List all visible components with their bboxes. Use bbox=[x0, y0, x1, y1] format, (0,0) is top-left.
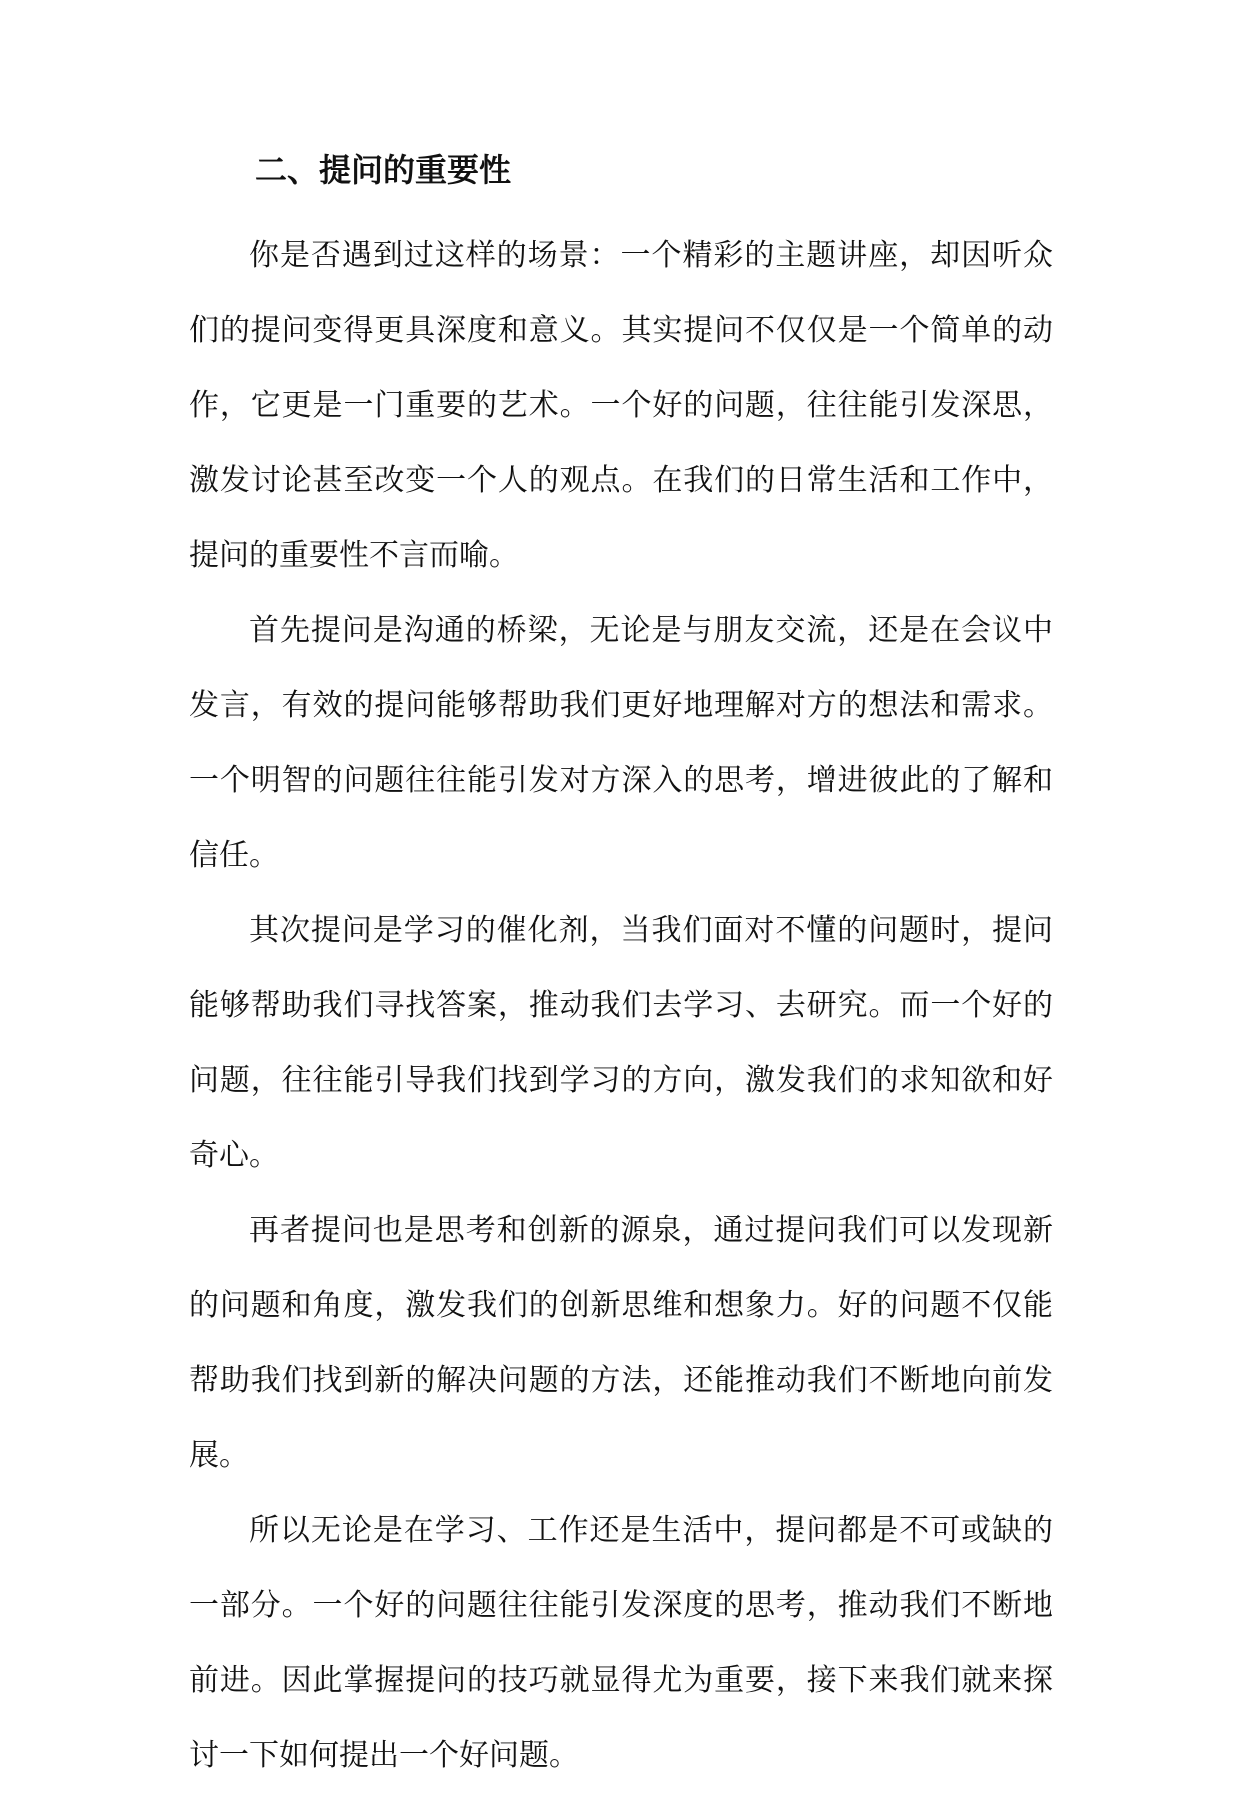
paragraph-communication: 首先提问是沟通的桥梁，无论是与朋友交流，还是在会议中发言，有效的提问能够帮助我们更好地理解对方的想法和需求。一个明智的问题往往能引发对方深入的思考，增进彼此的了解和信任。 bbox=[189, 613, 1053, 873]
section-title: 二、提问的重要性 bbox=[255, 151, 512, 189]
page-content bbox=[189, 140, 1053, 1793]
paragraph-conclusion: 所以无论是在学习、工作还是生活中，提问都是不可或缺的一部分。一个好的问题往往能引发深度的思考，推动我们不断地前进。因此掌握提问的技巧就显得尤为重要，接下来我们就来探讨一下如何提出一个好问题。 bbox=[189, 1513, 1053, 1773]
paragraph-intro: 你是否遇到过这样的场景：一个精彩的主题讲座，却因听众们的提问变得更具深度和意义。其实提问不仅仅是一个简单的动作，它更是一门重要的艺术。一个好的问题，往往能引发深思，激发讨论甚至改变一个人的观点。在我们的日常生活和工作中，提问的重要性不言而喻。 bbox=[189, 238, 1053, 573]
paragraph-innovation: 再者提问也是思考和创新的源泉，通过提问我们可以发现新的问题和角度，激发我们的创新思维和想象力。好的问题不仅能帮助我们找到新的解决问题的方法，还能推动我们不断地向前发展。 bbox=[189, 1213, 1053, 1473]
paragraph-learning: 其次提问是学习的催化剂，当我们面对不懂的问题时，提问能够帮助我们寻找答案，推动我们去学习、去研究。而一个好的问题，往往能引导我们找到学习的方向，激发我们的求知欲和好奇心。 bbox=[189, 913, 1053, 1173]
